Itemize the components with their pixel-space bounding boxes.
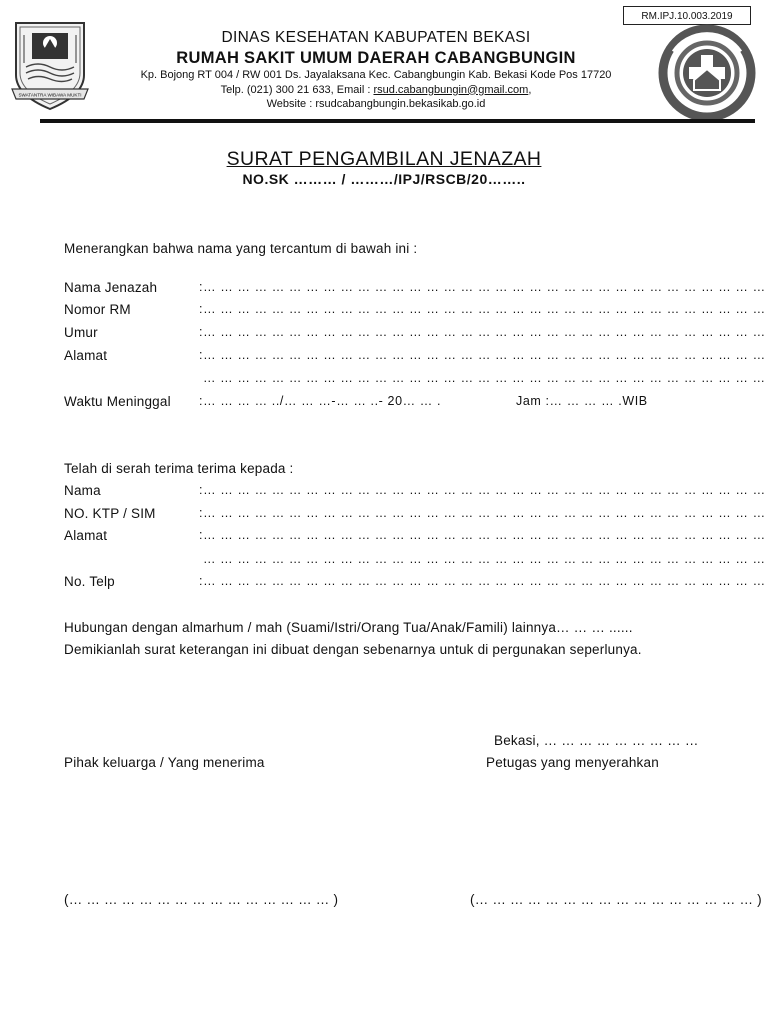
officer-signature-line: (… … … … … … … … … … … … … … … … ) — [470, 892, 762, 907]
id-card-label: NO. KTP / SIM — [64, 506, 156, 521]
relationship-text: Hubungan dengan almarhum / mah (Suami/Istri/Orang Tua/Anak/Famili) lainnya… … … ...... — [64, 620, 633, 635]
svg-text:SWATANTRA WIBAWA MUKTI: SWATANTRA WIBAWA MUKTI — [18, 92, 82, 98]
recipient-address-field-line2: … … … … … … … … … … … … … … … … … … … … … … … … … … … … … … … … … — [203, 552, 766, 566]
family-signature-line: (… … … … … … … … … … … … … … … ) — [64, 892, 339, 907]
hospital-address: Kp. Bojong RT 004 / RW 001 Ds. Jayalaksana Kec. Cabangbungin Kab. Bekasi Kode Pos 17720 — [140, 69, 612, 81]
place-date-field: Bekasi, … … … … … … … … … — [494, 733, 699, 748]
email-link[interactable]: rsud.cabangbungin@gmail.com — [373, 83, 529, 96]
phone-field: :… … … … … … … … … … … … … … … … … … … … … … … … … … … … … … … … … — [199, 574, 766, 588]
bekasi-regency-emblem — [10, 17, 90, 113]
deceased-name-field: :… … … … … … … … … … … … … … … … … … … … … … … … … … … … … … … … … — [199, 280, 766, 294]
date-of-death-field: :… … … … ../… … …-… … ..- 20… … . — [199, 394, 442, 408]
deceased-address-field-line2: … … … … … … … … … … … … … … … … … … … … … … … … … … … … … … … … … — [203, 371, 766, 385]
hospital-website: Website : rsudcabangbungin.bekasikab.go.id — [266, 98, 486, 110]
hospital-name: RUMAH SAKIT UMUM DAERAH CABANGBUNGIN — [176, 49, 576, 67]
recipient-name-label: Nama — [64, 483, 101, 498]
recipient-address-field: :… … … … … … … … … … … … … … … … … … … … … … … … … … … … … … … … … — [199, 528, 766, 542]
medical-record-field: :… … … … … … … … … … … … … … … … … … … … … … … … … … … … … … … … … — [199, 302, 766, 316]
deceased-name-label: Nama Jenazah — [64, 280, 158, 295]
document-number: NO.SK ……… / ………/IPJ/RSCB/20…….. — [242, 171, 526, 187]
contact-phone: Telp. (021) 300 21 633, Email : — [220, 83, 374, 96]
deceased-address-label: Alamat — [64, 348, 108, 363]
phone-label: No. Telp — [64, 574, 115, 589]
family-signature-label: Pihak keluarga / Yang menerima — [64, 755, 265, 770]
age-label: Umur — [64, 325, 98, 340]
officer-signature-label: Petugas yang menyerahkan — [486, 755, 659, 770]
recipient-address-label: Alamat — [64, 528, 108, 543]
closing-statement: Demikianlah surat keterangan ini dibuat dengan sebenarnya untuk di pergunakan seperlunya. — [64, 642, 642, 657]
letterhead-divider — [40, 119, 755, 123]
document-title: SURAT PENGAMBILAN JENAZAH — [226, 148, 542, 170]
time-of-death-label: Waktu Meninggal — [64, 394, 171, 409]
deceased-address-field: :… … … … … … … … … … … … … … … … … … … … … … … … … … … … … … … … … — [199, 348, 766, 362]
hospital-contact — [96, 83, 656, 98]
letterhead — [96, 28, 656, 112]
medical-record-label: Nomor RM — [64, 302, 131, 317]
form-code-box: RM.IPJ.10.003.2019 — [623, 6, 751, 25]
intro-text: Menerangkan bahwa nama yang tercantum di bawah ini : — [64, 241, 418, 256]
hospital-logo — [656, 22, 758, 124]
handover-intro: Telah di serah terima terima kepada : — [64, 461, 294, 476]
time-of-death-field: Jam :… … … … .WIB — [516, 394, 648, 408]
recipient-name-field: :… … … … … … … … … … … … … … … … … … … … … … … … … … … … … … … … … — [199, 483, 766, 497]
age-field: :… … … … … … … … … … … … … … … … … … … … … … … … … … … … … … … … … — [199, 325, 766, 339]
document-title-block — [0, 147, 768, 188]
agency-name: DINAS KESEHATAN KABUPATEN BEKASI — [221, 29, 531, 46]
contact-suffix: , — [528, 83, 532, 96]
id-card-field: :… … … … … … … … … … … … … … … … … … … … … … … … … … … … … … … … … — [199, 506, 766, 520]
